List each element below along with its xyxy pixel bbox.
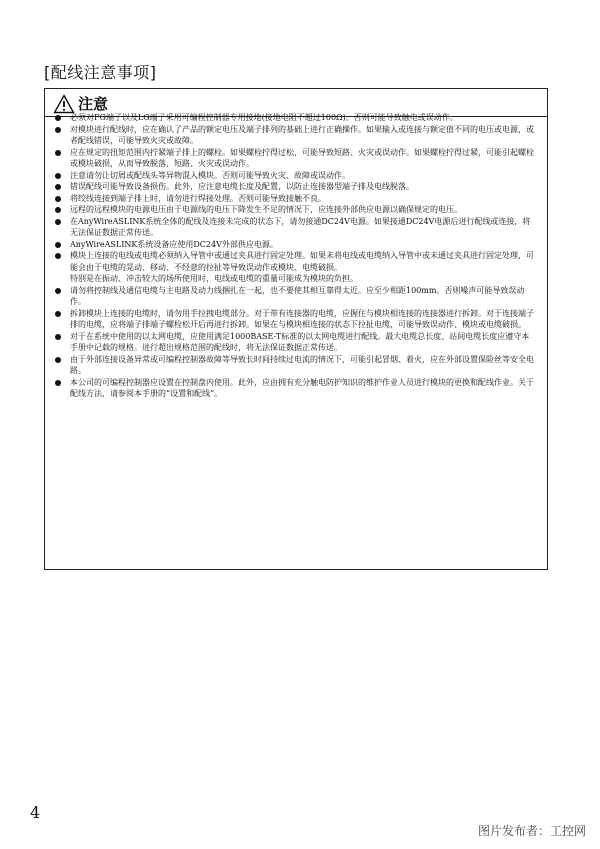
- caution-item: [53, 147, 537, 170]
- bullet-icon: [55, 127, 61, 133]
- caution-item-text: 模块上连接的电线或电缆必须纳入导管中或通过夹具进行固定处理。如果未将电线或电缆纳入导管中或未通过夹具进行固定处理，可能会由于电缆的晃动、移动、不经意的拉扯等导致误动作或模块、电缆破损。: [70, 251, 534, 272]
- caution-item: [53, 216, 537, 239]
- bullet-icon: [55, 207, 61, 213]
- caution-item-text: 由于外部连接设备异常或可编程控制器故障等导致长时间持续过电流的情况下，可能引起冒烟、着火，应在外部设置保险丝等安全电路。: [70, 354, 534, 375]
- bullet-icon: [55, 184, 61, 190]
- bullet-icon: [55, 150, 61, 156]
- watermark: 图片发布者：工控网: [477, 824, 586, 838]
- caution-item-text: 必须对FG端子以及LG端子采用可编程控制器专用接地(接地电阻不超过100Ω)。否则可能导致触电或误动作。: [70, 113, 458, 122]
- caution-title: 注意: [78, 95, 109, 113]
- caution-item-text: 注意请勿让切屑或配线头等异物混入模块。否则可能导致火灾、故障或误动作。: [70, 170, 350, 180]
- bullet-icon: [55, 196, 61, 202]
- caution-item-text: 将绞线连接到端子排上时，请勿进行焊接处理。否则可能导致接触不良。: [70, 193, 326, 203]
- bullet-icon: [55, 242, 61, 248]
- caution-item: [53, 308, 537, 331]
- bullet-icon: [55, 380, 61, 386]
- bullet-icon: [55, 115, 61, 121]
- caution-item: [53, 181, 537, 193]
- caution-item: [53, 204, 537, 216]
- caution-item-note: 特别是在振动、冲击较大的场所使用时，电线或电缆的重量可能成为模块的负担。: [70, 274, 358, 283]
- bullet-icon: [55, 253, 61, 259]
- caution-header: [53, 93, 108, 114]
- caution-item-text: 对模块进行配线时，应在确认了产品的额定电压及端子排列的基础上进行正确操作。如果输入或连接与额定值不同的电压或电源，或者配线错误，可能导致火灾或故障。: [70, 124, 534, 145]
- caution-item-text: 拆卸模块上连接的电缆时，请勿用手拉拽电缆部分。对于带有连接器的电缆，应握住与模块相连接的连接器进行拆卸。对于连接端子排的电缆，应将端子排端子螺栓松开后再进行拆卸。如果在与模块相连接的状态下拉扯电缆，可能导致误动作、模块或电缆破损。: [70, 308, 534, 329]
- caution-list: [53, 112, 537, 400]
- bullet-icon: [55, 357, 61, 363]
- warning-triangle-icon: [53, 94, 75, 114]
- caution-item-text: 错误配线可能导致设备损伤。此外，应注意电缆长度及配置，以防止连接器型端子排及电线脱落。: [70, 182, 414, 191]
- caution-item-text: 远程的远程模块的电源电压由于电源线的电压下降发生不足的情况下，应连接外部供应电源以确保规定的电压。: [70, 205, 462, 214]
- caution-item: [53, 170, 537, 182]
- caution-item-text: 请勿将控制线及通信电缆与主电路及动力线捆扎在一起，也不要使其相互靠得太近。应至少相距100mm。否则噪声可能导致误动作。: [70, 285, 525, 306]
- caution-item: [53, 124, 537, 147]
- caution-item: [53, 250, 537, 285]
- caution-item-text: 应在规定的扭矩范围内拧紧端子排上的螺栓。如果螺栓拧得过松，可能导致短路、火灾或误动作。如果螺栓拧得过紧，可能引起螺栓或模块破损，从而导致脱落、短路、火灾或误动作。: [70, 147, 534, 168]
- section-title: [配线注意事项]: [44, 63, 157, 82]
- caution-item-text: AnyWireASLINK系统设备应使用DC24V外部供应电源。: [70, 239, 278, 249]
- bullet-icon: [55, 219, 61, 225]
- caution-item: [53, 112, 537, 124]
- caution-item: [53, 239, 537, 251]
- caution-item-text: 本公司的可编程控制器应设置在控制盘内使用。此外，应由拥有充分触电防护知识的维护作业人员进行模块的更换和配线作业。关于配线方法，请参阅本手册的“设置和配线”。: [70, 377, 534, 398]
- bullet-icon: [55, 173, 61, 179]
- bullet-icon: [55, 288, 61, 294]
- caution-box: [44, 88, 548, 570]
- caution-item: [53, 377, 537, 400]
- caution-item: [53, 354, 537, 377]
- caution-item-text: 在AnyWireASLINK系统全体的配线及连接未完成的状态下，请勿接通DC24V电源。如果接通DC24V电源后进行配线或连接，将无法保证数据正常传送。: [70, 216, 531, 237]
- caution-item: [53, 331, 537, 354]
- caution-item: [53, 193, 537, 205]
- caution-item: [53, 285, 537, 308]
- caution-item-text: 对于在系统中使用的以太网电缆，应使用满足1000BASE-T标准的以太网电缆进行配线。最大电缆总长度、站间电缆长度应遵守本手册中记载的规格。进行超出规格范围的配线时，将无法保证数据正常传送。: [70, 331, 530, 352]
- page-number: 4: [30, 803, 41, 822]
- bullet-icon: [55, 334, 61, 340]
- bullet-icon: [55, 311, 61, 317]
